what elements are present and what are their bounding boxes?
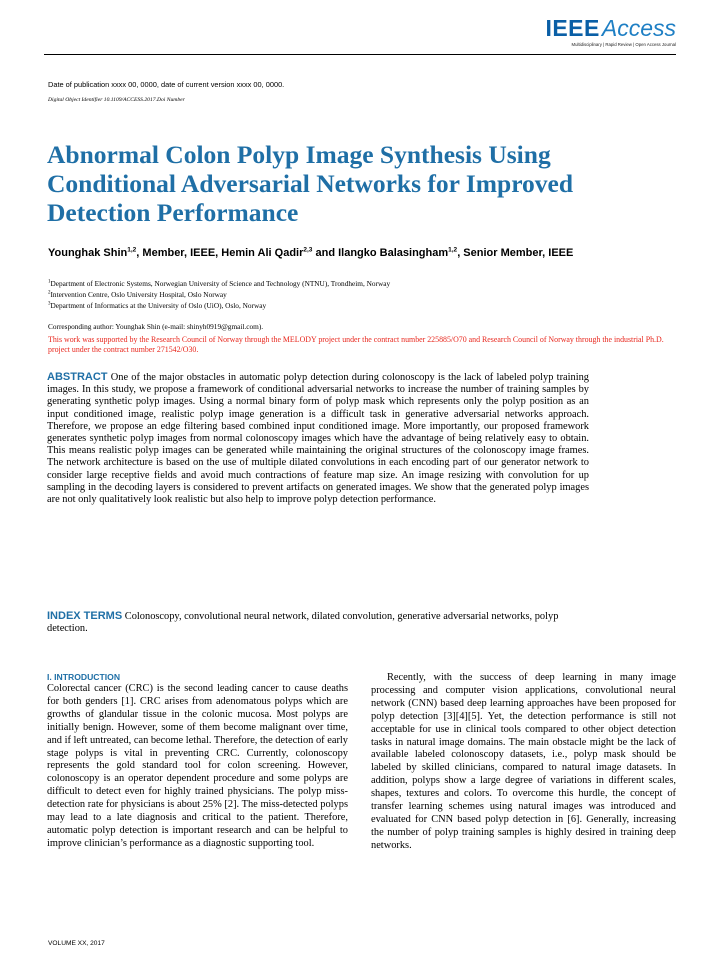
affiliation-number: 3 bbox=[48, 301, 51, 307]
affiliation-3 bbox=[48, 301, 668, 310]
logo-access-text: Access bbox=[601, 15, 676, 41]
affiliation-text: Department of Electronic Systems, Norwegian University of Science and Technology (NTNU), Trondheim, Norway bbox=[50, 279, 391, 288]
abstract-text: One of the major obstacles in automatic polyp detection during colonoscopy is the lack of labeled polyp training images. In this study, we propose a framework of conditional adversarial networks to increase the number of training samples by generating synthetic polyp images. Using a normal binary form of polyp mask which represents only the polyp position as an input conditioned image, realistic polyp image generation is a difficult task in generative adversarial networks approach. Therefore, we propose an edge filtering based combined input conditioned image. More importantly, our proposed framework generates synthetic polyp images from normal colonoscopy images which have the advantage of being relatively easy to obtain. This means realistic polyp images can be generated while maintaining the original structures of the colonoscopy image frames. The network architecture is based on the use of multiple dilated convolutions in each encoding part of our generator network to consider large receptive fields and avoid much contractions of feature map size. An image resizing with convolution for up sampling in the decoding layers is considered to prevent artifacts on generated images. We show that the generated polyp images are not only qualitatively look realistic but also help to improve polyp detection performance. bbox=[47, 372, 589, 506]
affiliation-text: Department of Informatics at the University of Oslo (UiO), Oslo, Norway bbox=[50, 301, 267, 310]
journal-logo bbox=[545, 16, 676, 47]
intro-left-column bbox=[47, 672, 348, 851]
author-affil-sup: 2,3 bbox=[303, 246, 313, 254]
author-role: , Senior Member, IEEE bbox=[457, 247, 574, 259]
corresponding-author: Corresponding author: Younghak Shin (e-mail: shinyh0919@gmail.com). bbox=[48, 322, 264, 331]
author-name: Hemin Ali Qadir bbox=[221, 247, 304, 259]
header-divider bbox=[44, 54, 676, 55]
author-role: , Member, IEEE, bbox=[136, 247, 222, 259]
intro-heading: I. INTRODUCTION bbox=[47, 672, 121, 682]
index-terms bbox=[47, 610, 592, 635]
index-terms-label: INDEX TERMS bbox=[47, 610, 123, 622]
doi-line: Digital Object Identifier 10.1109/ACCESS.2017.Doi Number bbox=[48, 97, 185, 103]
abstract bbox=[47, 371, 589, 506]
affiliation-number: 2 bbox=[48, 290, 51, 296]
logo-ieee-text: IEEE bbox=[545, 15, 600, 41]
affiliation-2 bbox=[48, 290, 668, 299]
author-list bbox=[48, 247, 608, 260]
footer-volume: VOLUME XX, 2017 bbox=[48, 940, 105, 947]
affiliation-text: Intervention Centre, Oslo University Hospital, Oslo Norway bbox=[50, 290, 227, 299]
affiliation-number: 1 bbox=[48, 279, 51, 285]
intro-left-text: Colorectal cancer (CRC) is the second leading cancer to cause deaths for both genders [1]. CRC arises from adenomatous polyps which are growths of glandular tissue in the colonic mucosa. Most polyps are initially benign. However, some of them become malignant over time, and if left untreated, can become lethal. Therefore, the detection of early stage polyps is vital in preventing CRC. Currently, colonoscopy represents the gold standard tool for colon screening. However, colonoscopy is an operator dependent procedure and some polyps are difficult to detect even for highly trained physicians. The polyp miss-detection rate for physicians is about 25% [2]. The miss-detected polyps may lead to a late diagnosis and critical to the patient. Therefore, automatic polyp detection is important research and can be helpful to improve clinician’s performance as a diagnostic supporting tool. bbox=[47, 683, 348, 849]
intro-right-column bbox=[371, 672, 676, 853]
abstract-label: ABSTRACT bbox=[47, 371, 108, 383]
paper-title: Abnormal Colon Polyp Image Synthesis Using Conditional Adversarial Networks for Improved Detection Performance bbox=[47, 140, 574, 227]
author-join: and bbox=[312, 247, 339, 259]
logo-tagline: Multidisciplinary | Rapid Review | Open Access Journal bbox=[571, 42, 676, 47]
author-name: Ilangko Balasingham bbox=[338, 247, 449, 259]
publication-date: Date of publication xxxx 00, 0000, date of current version xxxx 00, 0000. bbox=[48, 80, 285, 89]
index-terms-text: Colonoscopy, convolutional neural network, dilated convolution, generative adversarial networks, polyp detection. bbox=[47, 611, 559, 635]
author-name: Younghak Shin bbox=[48, 247, 128, 259]
intro-right-text: Recently, with the success of deep learning in many image processing and computer vision applications, convolutional neural network (CNN) based deep learning approaches have been proposed for polyp detection [3][4][5]. Yet, the detection performance is still not acceptable for use in clinical tools compared to other object detection tasks in natural image domains. The main obstacle might be the lack of available labeled colonoscopy datasets, i.e., polyp mask should be labeled by skilled clinicians, compared to natural image datasets. In addition, polyps show a large degree of variations in different scales, shapes, textures and colors. To overcome this hurdle, the concept of transfer learning schemes using natural images was introduced and evaluated for CNN based polyp detection in [6]. Generally, increasing the number of polyp training samples is highly desired in training deep networks. bbox=[371, 672, 676, 851]
affiliation-1 bbox=[48, 279, 668, 288]
author-affil-sup: 1,2 bbox=[127, 246, 137, 254]
funding-note: This work was supported by the Research Council of Norway through the MELODY project under the contract number 225885/O70 and Research Council of Norway through the industrial Ph.D. project under the contract number 271542/O30. bbox=[48, 335, 664, 354]
author-affil-sup: 1,2 bbox=[448, 246, 458, 254]
